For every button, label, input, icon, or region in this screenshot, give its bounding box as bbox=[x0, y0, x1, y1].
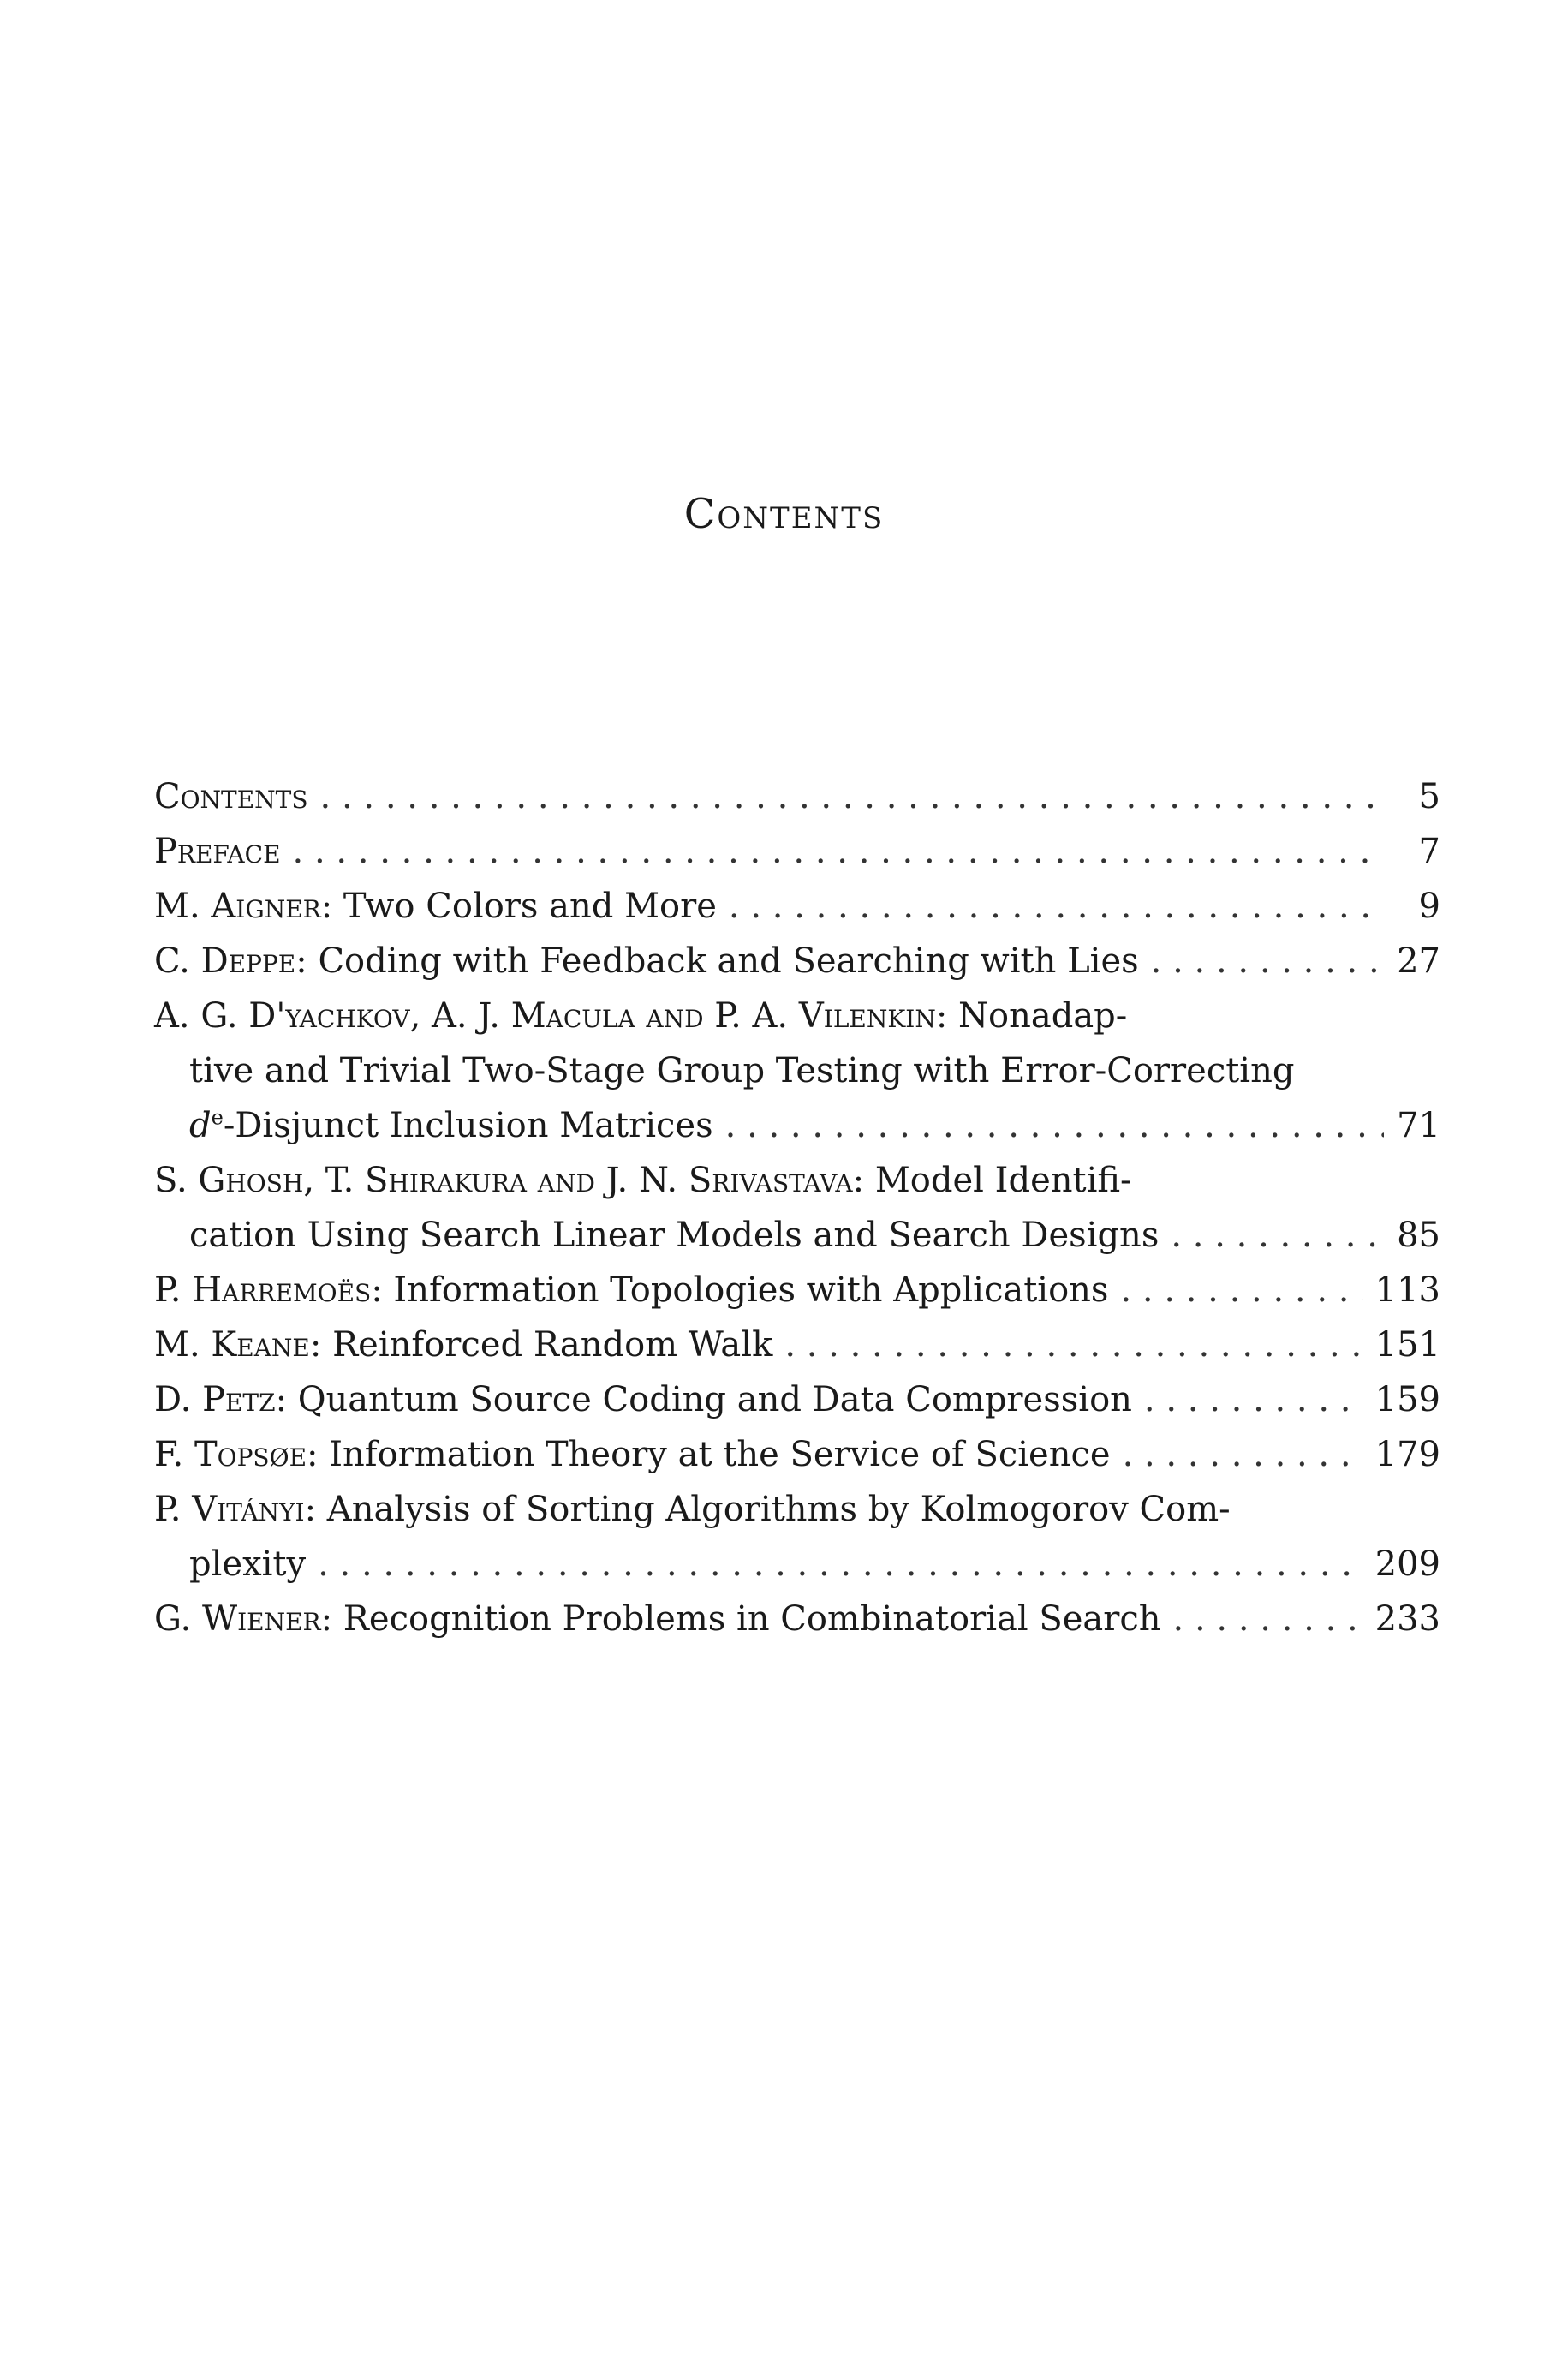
toc-entry-line bbox=[154, 1427, 1440, 1482]
toc-entry-title bbox=[154, 1482, 1231, 1537]
page-number: 151 bbox=[1374, 1325, 1440, 1365]
dot-leader bbox=[1123, 1427, 1363, 1482]
toc-entry[interactable] bbox=[154, 934, 1440, 989]
dot-leader bbox=[320, 769, 1384, 824]
toc-entry-line bbox=[154, 1263, 1440, 1317]
entry-text: D. bbox=[154, 1380, 203, 1419]
dot-leader bbox=[293, 824, 1384, 879]
toc-entry-title bbox=[154, 1427, 1111, 1482]
toc-entry-title bbox=[154, 934, 1139, 989]
toc-entry[interactable] bbox=[154, 1427, 1440, 1482]
toc-entry-title bbox=[154, 769, 308, 824]
entry-text: M. bbox=[154, 887, 212, 926]
entry-text: F. bbox=[154, 1435, 194, 1474]
entry-text: P. A. bbox=[703, 996, 799, 1036]
entry-text: : Information Topologies with Applications bbox=[371, 1270, 1109, 1310]
toc-entry[interactable] bbox=[154, 1592, 1440, 1646]
toc-entry-line bbox=[154, 1153, 1440, 1208]
toc-entry-line bbox=[154, 1482, 1440, 1537]
entry-text: J. N. bbox=[594, 1161, 689, 1200]
toc-entry-title bbox=[154, 879, 717, 934]
entry-text: : Analysis of Sorting Algorithms by Kolmogorov Com- bbox=[304, 1490, 1231, 1529]
toc-entry-title bbox=[189, 1537, 306, 1592]
entry-text: : Recognition Problems in Combinatorial Search bbox=[320, 1599, 1161, 1639]
toc-entry-line bbox=[154, 934, 1440, 989]
author-name: Macula and bbox=[510, 996, 704, 1036]
toc-entry-title bbox=[189, 1043, 1294, 1098]
toc-entry-line bbox=[154, 1043, 1440, 1098]
author-name: Vitányi bbox=[192, 1490, 305, 1529]
author-name: Shirakura and bbox=[365, 1161, 595, 1200]
toc-entry[interactable] bbox=[154, 1317, 1440, 1372]
page-number: 9 bbox=[1418, 887, 1440, 926]
dot-leader bbox=[729, 879, 1384, 934]
author-name: Wiener bbox=[201, 1599, 321, 1639]
entry-text: P. bbox=[154, 1490, 193, 1529]
table-of-contents bbox=[154, 769, 1440, 1646]
author-name: Topsøe bbox=[194, 1435, 307, 1474]
author-name: Aigner bbox=[211, 887, 321, 926]
entry-text: G. bbox=[154, 1599, 202, 1639]
toc-entry[interactable] bbox=[154, 769, 1440, 824]
author-name: Keane bbox=[211, 1325, 310, 1365]
toc-entry-title bbox=[154, 1317, 772, 1372]
dot-leader bbox=[1144, 1372, 1363, 1427]
page-title: Contents bbox=[683, 490, 885, 538]
entry-text: cation Using Search Linear Models and Search Designs bbox=[189, 1216, 1160, 1255]
author-name: Srivastava bbox=[688, 1161, 853, 1200]
toc-entry[interactable] bbox=[154, 1482, 1440, 1592]
page-number: 113 bbox=[1374, 1270, 1440, 1310]
page-number: 71 bbox=[1397, 1106, 1440, 1145]
author-name: Petz bbox=[202, 1380, 276, 1419]
toc-entry-line bbox=[154, 1317, 1440, 1372]
toc-entry[interactable] bbox=[154, 824, 1440, 879]
author-name: Ghosh bbox=[198, 1161, 304, 1200]
toc-entry-title bbox=[154, 1263, 1108, 1317]
page-number: 27 bbox=[1397, 941, 1440, 981]
toc-entry[interactable] bbox=[154, 1263, 1440, 1317]
dot-leader bbox=[1151, 934, 1384, 989]
dot-leader bbox=[725, 1098, 1384, 1153]
page-number: 179 bbox=[1374, 1435, 1440, 1474]
toc-entry-line bbox=[154, 1098, 1440, 1153]
page-number: 159 bbox=[1374, 1380, 1440, 1419]
author-name: D'yachkov bbox=[248, 996, 410, 1036]
dot-leader bbox=[1171, 1208, 1384, 1263]
entry-text: , A. J. bbox=[409, 996, 511, 1036]
toc-entry-title bbox=[189, 1208, 1159, 1263]
entry-text: S. bbox=[154, 1161, 199, 1200]
toc-entry-line bbox=[154, 824, 1440, 879]
entry-text: -Disjunct Inclusion Matrices bbox=[223, 1106, 713, 1145]
toc-entry-title bbox=[154, 1592, 1161, 1646]
toc-entry-line bbox=[154, 769, 1440, 824]
toc-entry-line bbox=[154, 879, 1440, 934]
toc-entry-title bbox=[154, 989, 1127, 1043]
dot-leader bbox=[784, 1317, 1362, 1372]
toc-entry[interactable] bbox=[154, 1372, 1440, 1427]
toc-entry-line bbox=[154, 1537, 1440, 1592]
toc-entry-line bbox=[154, 1208, 1440, 1263]
entry-text: C. bbox=[154, 941, 201, 981]
page-number: 5 bbox=[1418, 777, 1440, 816]
page-number: 7 bbox=[1418, 832, 1440, 871]
dot-leader bbox=[1120, 1263, 1362, 1317]
entry-text: plexity bbox=[189, 1545, 307, 1584]
toc-entry-title bbox=[154, 1153, 1132, 1208]
entry-text: : Model Identifi- bbox=[852, 1161, 1132, 1200]
italic-text: d bbox=[189, 1106, 212, 1145]
toc-entry-title bbox=[189, 1098, 713, 1153]
author-name: Deppe bbox=[200, 941, 296, 981]
toc-entry-line bbox=[154, 989, 1440, 1043]
entry-text: tive and Trivial Two-Stage Group Testing with Error-Correcting bbox=[189, 1051, 1295, 1090]
entry-text: : Quantum Source Coding and Data Compression bbox=[275, 1380, 1132, 1419]
page-number: 233 bbox=[1374, 1599, 1440, 1639]
superscript: e bbox=[211, 1105, 224, 1130]
entry-text: M. bbox=[154, 1325, 212, 1365]
author-name: Harremoës bbox=[192, 1270, 372, 1310]
entry-text: , T. bbox=[303, 1161, 366, 1200]
toc-entry-line bbox=[154, 1592, 1440, 1646]
dot-leader bbox=[318, 1537, 1363, 1592]
toc-entry-line bbox=[154, 1372, 1440, 1427]
entry-text: A. G. bbox=[154, 996, 249, 1036]
toc-entry[interactable] bbox=[154, 989, 1440, 1153]
entry-text: : Coding with Feedback and Searching with Lies bbox=[295, 941, 1139, 981]
dot-leader bbox=[1173, 1592, 1363, 1646]
author-name: Preface bbox=[154, 832, 281, 871]
entry-text: : Information Theory at the Service of Science bbox=[307, 1435, 1111, 1474]
entry-text: P. bbox=[154, 1270, 193, 1310]
entry-text: : Two Colors and More bbox=[320, 887, 717, 926]
toc-entry[interactable] bbox=[154, 879, 1440, 934]
toc-entry[interactable] bbox=[154, 1153, 1440, 1263]
author-name: Contents bbox=[154, 777, 308, 816]
toc-entry-title bbox=[154, 1372, 1132, 1427]
toc-entry-title bbox=[154, 824, 281, 879]
page-number: 85 bbox=[1397, 1216, 1440, 1255]
entry-text: : Reinforced Random Walk bbox=[309, 1325, 773, 1365]
author-name: Vilenkin bbox=[798, 996, 936, 1036]
page-number: 209 bbox=[1374, 1545, 1440, 1584]
entry-text: : Nonadap- bbox=[935, 996, 1128, 1036]
